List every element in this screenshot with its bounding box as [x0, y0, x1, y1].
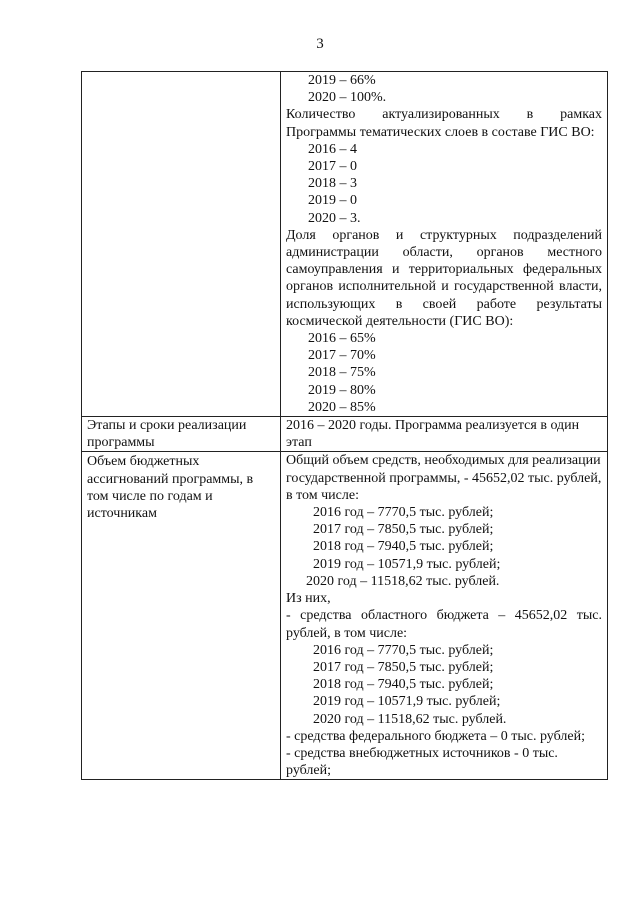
layers-value-2020: 2020 – 3. [308, 210, 361, 226]
budget-total-intro: Общий объем средств, необходимых для реализации государственной программы, - 45652,02 тыс. рублей, в том числе: [286, 453, 602, 503]
budget-regional-2018: 2018 год – 7940,5 тыс. рублей; [313, 677, 494, 693]
budget-regional-2019: 2019 год – 10571,9 тыс. рублей; [313, 694, 501, 710]
budget-regional-2016: 2016 год – 7770,5 тыс. рублей; [313, 642, 494, 658]
share-value-2016: 2016 – 65% [308, 331, 376, 347]
cell-stages-value [281, 417, 608, 452]
table-row-stages [82, 417, 608, 452]
passport-table [81, 71, 608, 780]
cont-value-2019: 2019 – 66% [308, 73, 376, 88]
cell-budget-value [281, 452, 608, 780]
budget-total-2017: 2017 год – 7850,5 тыс. рублей; [313, 522, 494, 538]
share-value-2020: 2020 – 85% [308, 399, 376, 415]
cell-stages-label [82, 417, 281, 452]
stages-label: Этапы и сроки реализации программы [87, 418, 247, 451]
budget-total-2020: 2020 год – 11518,62 тыс. рублей. [306, 573, 500, 589]
cont-value-2020: 2020 – 100%. [308, 90, 387, 106]
share-value-2018: 2018 – 75% [308, 365, 376, 381]
budget-regional-2020: 2020 год – 11518,62 тыс. рублей. [313, 711, 507, 727]
budget-regional-2017: 2017 год – 7850,5 тыс. рублей; [313, 659, 494, 675]
table-row-indicators [82, 72, 608, 417]
budget-total-2016: 2016 год – 7770,5 тыс. рублей; [313, 505, 494, 521]
share-value-2017: 2017 – 70% [308, 348, 376, 364]
budget-label: Объем бюджетных ассигнований программы, в том числе по годам и источникам [87, 454, 254, 522]
cell-indicators [281, 72, 608, 417]
table-row-budget [82, 452, 608, 780]
page-number: 3 [316, 36, 324, 52]
budget-total-2019: 2019 год – 10571,9 тыс. рублей; [313, 556, 501, 572]
budget-total-2018: 2018 год – 7940,5 тыс. рублей; [313, 539, 494, 555]
stages-value: 2016 – 2020 годы. Программа реализуется в один этап [286, 418, 580, 451]
layers-value-2019: 2019 – 0 [308, 193, 357, 209]
layers-value-2018: 2018 – 3 [308, 176, 357, 192]
layers-value-2016: 2016 – 4 [308, 141, 357, 157]
budget-federal: - средства федерального бюджета – 0 тыс. рублей; [286, 728, 585, 744]
budget-regional-intro: - средства областного бюджета – 45652,02 тыс. рублей, в том числе: [286, 608, 602, 641]
cell-budget-label [82, 452, 281, 780]
cell-left-empty [82, 72, 281, 417]
share-value-2019: 2019 – 80% [308, 382, 376, 398]
budget-extrabudget: - средства внебюджетных источников - 0 тыс. рублей; [286, 745, 558, 779]
budget-of-them: Из них, [286, 591, 331, 607]
share-header: Доля органов и структурных подразделений администрации области, органов местного самоуправления и территориальных федеральных органов исполнительной и государственной власти, использующих в своей работе результаты космической деятельности (ГИС ВО): [286, 227, 602, 329]
layers-header: Количество актуализированных в рамках Программы тематических слоев в составе ГИС ВО: [286, 107, 602, 140]
layers-value-2017: 2017 – 0 [308, 159, 357, 175]
